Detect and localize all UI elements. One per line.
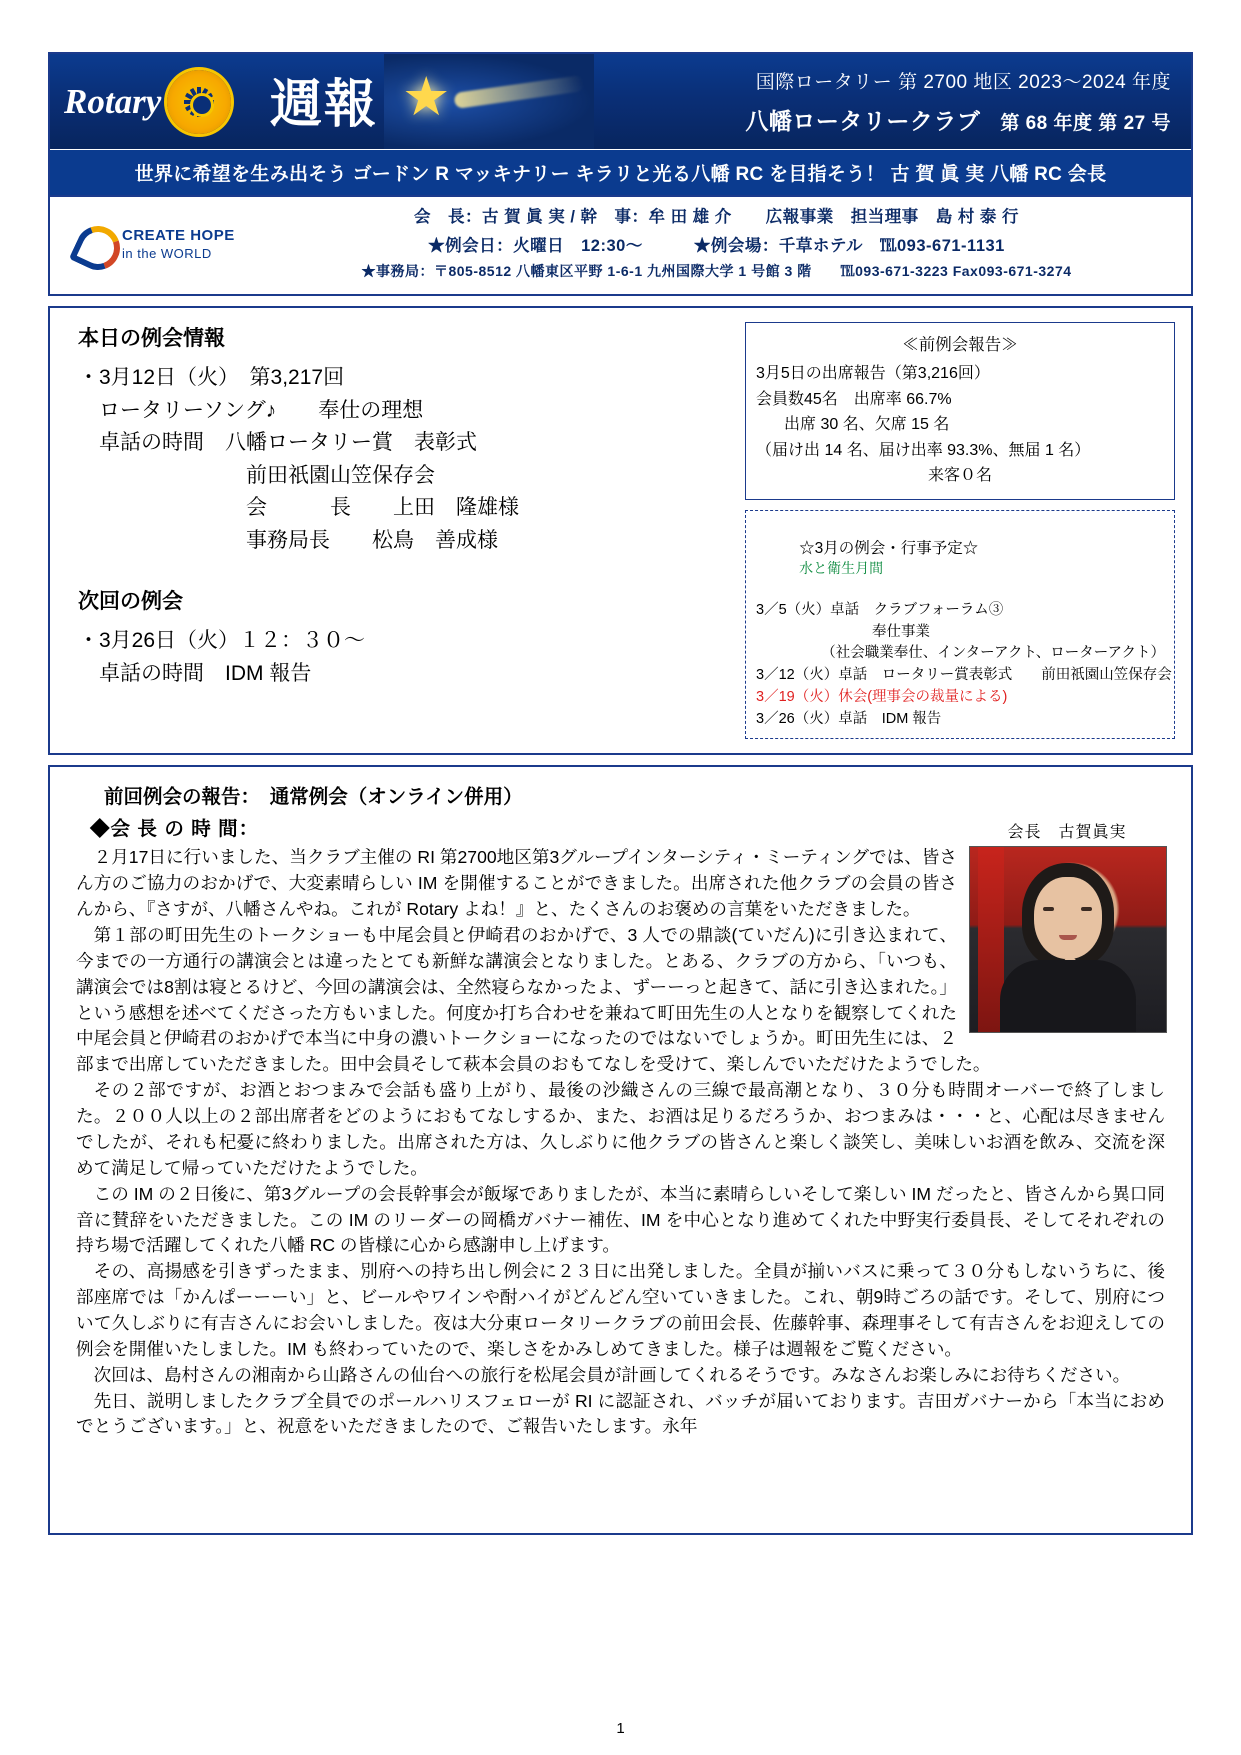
club-info-block bbox=[50, 195, 1191, 294]
office-line: ★事務局：〒805-8512 八幡東区平野 1-6-1 九州国際大学 1 号館 3 階 ℡093-671-3223 Fax093-671-3274 bbox=[361, 263, 1072, 279]
masthead-meta bbox=[594, 54, 1191, 149]
previous-report-title: ≪前例会報告≫ bbox=[902, 336, 1018, 354]
president-photo bbox=[969, 846, 1167, 1033]
rotary-wordmark: Rotary bbox=[64, 81, 162, 121]
schedule-item-2: （社会職業奉仕、インターアクト、ローターアクト） bbox=[756, 645, 1166, 662]
president-photo-caption: 会長 古賀眞実 bbox=[1007, 824, 1127, 842]
slogan-bar: 世界に希望を生み出そう ゴードン R マッキナリー キラリと光る八幡 RC を目指そう！ 古 賀 眞 実 八幡 RC 会長 bbox=[50, 149, 1191, 195]
meeting-section bbox=[48, 306, 1193, 755]
create-hope-text bbox=[122, 227, 235, 262]
sidebar-boxes bbox=[739, 322, 1191, 739]
create-hope-icon bbox=[72, 224, 114, 266]
schedule-box bbox=[745, 510, 1175, 740]
masthead-banner bbox=[50, 54, 1191, 149]
today-meeting-block bbox=[50, 322, 739, 739]
schedule-item-0: 3／5（火）卓話 クラブフォーラム③ bbox=[756, 601, 1004, 618]
report-paragraph-5: 次回は、島村さんの湘南から山路さんの仙台への旅行を松尾会員が計画してくれるそうです。みなさんお楽しみにお待ちください。 bbox=[93, 1364, 1131, 1385]
meeting-day-line: ★例会日：火曜日 12:30〜 ★例会場：千草ホテル ℡093-671-1131 bbox=[428, 237, 1005, 255]
photo-eye-right bbox=[1081, 907, 1092, 911]
issue-line: 第 68 年度 第 27 号 bbox=[1000, 113, 1171, 134]
page-number: 1 bbox=[616, 1720, 625, 1737]
previous-report-line-1: 会員数45名 出席率 66.7% bbox=[756, 390, 952, 408]
previous-report-box bbox=[745, 322, 1175, 500]
today-line-2: 卓話の時間 八幡ロータリー賞 表彰式 bbox=[78, 431, 477, 455]
district-line: 国際ロータリー 第 2700 地区 2023〜2024 年度 bbox=[755, 72, 1171, 93]
club-line bbox=[745, 103, 1171, 136]
next-meeting-title: 次回の例会 bbox=[78, 590, 183, 614]
club-info-lines bbox=[260, 203, 1191, 286]
next-line-1: 卓話の時間 IDM 報告 bbox=[78, 661, 312, 685]
schedule-item-5: 3／26（火）卓話 IDM 報告 bbox=[756, 710, 942, 727]
today-line-1: ロータリーソング♪ 奉仕の理想 bbox=[78, 398, 424, 422]
create-hope-line2: in the WORLD bbox=[122, 245, 212, 261]
report-paragraph-1: 第１部の町田先生のトークショーも中尾会員と伊崎君のおかげで、3 人での鼎談(ていだん)に引き込まれて、今までの一方通行の講演会とは違ったとても新鮮な講演会となりました。とある、クラブの方から、「いつも、講演会では8割は寝とるけど、今回の講演会は、全然寝らなかったよ、ずーーっと起きて、話に引き込まれた。」という感想を述べてくださった方もいました。何度か打ち合わせを兼ねて町田先生の人となりを観察してくれた中尾会員と伊崎君のおかげで本当に中身の濃いトークショーになったのではないでしょうか。町田先生には、２部まで出席していただきました。田中会員そして萩本会員のおもてなしを受けて、楽しんでいただけたようでした。 bbox=[76, 925, 991, 1075]
report-paragraph-0: ２月17日に行いました、当クラブ主催の RI 第2700地区第3グループインターシティ・ミーティングでは、皆さん方のご協力のおかげで、大変素晴らしい IM を開催することができました。出席された他クラブの会員の皆さんから、『さすが、八幡さんやね。これが Rotary よね！』と、たくさんのお褒めの言葉をいただきました。 bbox=[76, 847, 957, 920]
rotary-wheel-icon bbox=[167, 70, 231, 134]
star-icon: ★ bbox=[402, 67, 451, 127]
report-paragraph-3: この IM の２日後に、第3グループの会長幹事会が飯塚でありましたが、本当に素晴らしいそして楽しい IM だったと、皆さんから異口同音に賛辞をいただきました。この IM のリーダーの岡橋ガバナー補佐、IM を中心となり進めてくれた中野実行委員長、そしてそれぞれの持ち場で活躍してくれた八幡 RC の皆様に心から感謝申し上げます。 bbox=[76, 1183, 1165, 1256]
club-name: 八幡ロータリークラブ bbox=[745, 108, 981, 134]
today-line-4: 会 長 上田 隆雄様 bbox=[78, 496, 519, 520]
today-meeting-title: 本日の例会情報 bbox=[78, 327, 225, 350]
previous-report-line-4: 来客０名 bbox=[927, 467, 992, 485]
star-trail bbox=[454, 75, 585, 109]
today-line-0: ・3月12日（火） 第3,217回 bbox=[78, 366, 345, 389]
report-section bbox=[48, 765, 1193, 1535]
today-line-3: 前田祇園山笠保存会 bbox=[78, 463, 435, 487]
create-hope-logo bbox=[50, 203, 260, 286]
schedule-item-4: 3／19（火）休会(理事会の裁量による) bbox=[756, 688, 1008, 705]
report-paragraph-2: その２部ですが、お酒とおつまみで会話も盛り上がり、最後の沙織さんの三線で最高潮となり、３０分も時間オーバーで終了しました。２００人以上の２部出席者をどのようにおもてなしするか、また、お酒は足りるだろうか、おつまみは・・・と、心配は尽きませんでしたが、それも杞憂に終わりました。出席された方は、久しぶりに他クラブの皆さんと楽しく談笑し、美味しいお酒を飲み、交流を深めて満足して帰っていただけたようでした。 bbox=[76, 1080, 1165, 1178]
star-graphic bbox=[384, 54, 594, 149]
rotary-logo bbox=[50, 54, 270, 149]
schedule-heading-text: ☆3月の例会・行事予定☆ bbox=[799, 539, 979, 557]
previous-report-line-0: 3月5日の出席報告（第3,216回） bbox=[756, 365, 990, 382]
president-photo-block bbox=[969, 819, 1165, 1033]
next-line-0: ・3月26日（火）１２：３０〜 bbox=[78, 629, 366, 653]
report-paragraph-4: その、高揚感を引きずったまま、別府への持ち出し例会に２３日に出発しました。全員が揃いバスに乗って３０分もしないうちに、後部座席では「かんぱーーーい」と、ビールやワインや酎ハイがどんどん空いていきました。これ、朝9時ごろの話です。そして、別府について久しぶりに有吉さんにお会いしました。夜は大分東ロータリークラブの前田会長、佐藤幹事、森理事そして有吉さんをお迎えしての例会を開催いたしました。IM も終わっていたので、楽しさをかみしめてきました。様子は週報をご覧ください。 bbox=[76, 1261, 1165, 1359]
photo-body bbox=[1000, 960, 1136, 1032]
schedule-month-theme: 水と衛生月間 bbox=[799, 559, 884, 576]
schedule-item-1: 奉仕事業 bbox=[756, 623, 930, 640]
masthead bbox=[48, 52, 1193, 296]
photo-eye-left bbox=[1043, 907, 1054, 911]
previous-report-line-2: 出席 30 名、欠席 15 名 bbox=[784, 416, 950, 434]
today-line-5: 事務局長 松鳥 善成様 bbox=[78, 528, 498, 552]
previous-report-line-3: （届け出 14 名、届け出率 93.3%、無届 1 名） bbox=[756, 441, 1091, 459]
wheel-spokes bbox=[167, 70, 231, 134]
officers-line: 会 長：古 賀 眞 実 / 幹 事：牟 田 雄 介 広報事業 担当理事 島 村 泰 行 bbox=[413, 208, 1019, 226]
report-heading: 前回例会の報告： 通常例会（オンライン併用） bbox=[104, 786, 523, 809]
report-subheading: ◆会 長 の 時 間： bbox=[90, 818, 260, 841]
photo-face bbox=[1034, 877, 1102, 959]
schedule-heading bbox=[756, 518, 1166, 596]
shuho-title: 週報 bbox=[270, 76, 379, 134]
create-hope-line1: CREATE HOPE bbox=[122, 226, 235, 244]
schedule-item-3: 3／12（火）卓話 ロータリー賞表彰式 前田祇園山笠保存会 bbox=[756, 667, 1172, 684]
report-paragraph-6: 先日、説明しましたクラブ全員でのポールハリスフェローが RI に認証され、バッチが届いております。吉田ガバナーから「本当におめでとうございます。」と、祝意をいただきましたので、ご報告いたします。永年 bbox=[76, 1390, 1165, 1437]
